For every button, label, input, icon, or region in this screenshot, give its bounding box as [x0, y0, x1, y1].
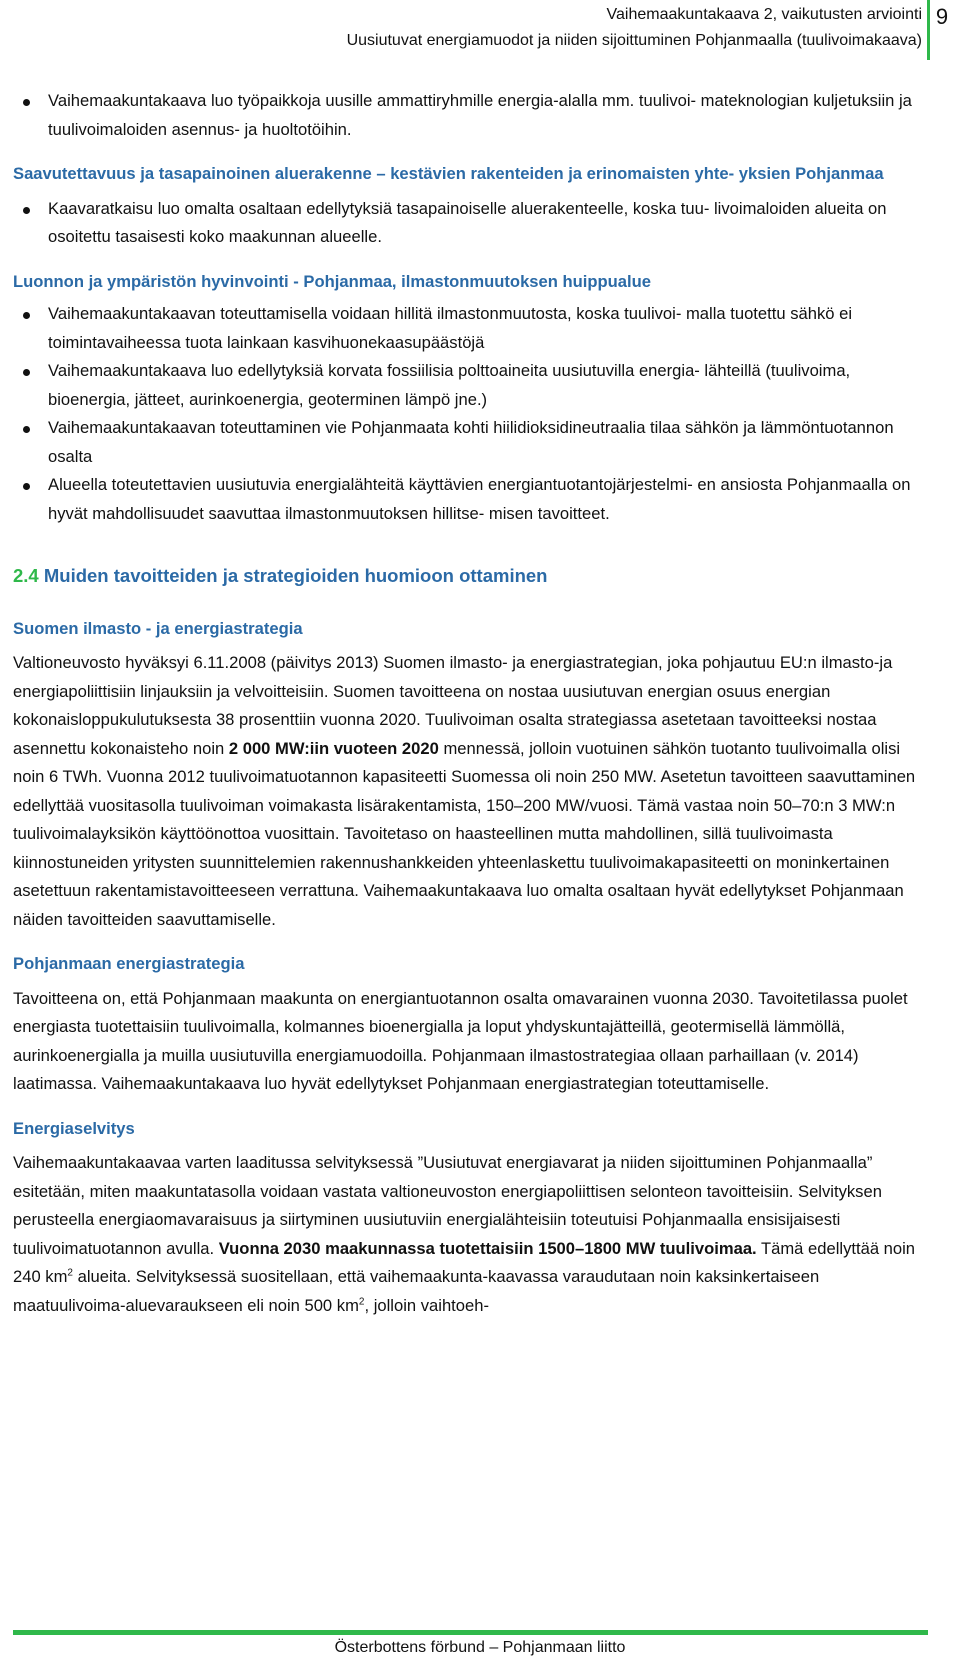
- superscript: 2: [358, 1295, 365, 1307]
- page-header: [0, 2, 922, 54]
- subheading-energy-survey: Energiaselvitys: [13, 1118, 135, 1138]
- list-item: Kaavaratkaisu luo omalta osaltaan edellytyksiä tasapainoiselle aluerakenteelle, koska tuu- livoimaloiden alueita on osoitettu tasaisesti koko maakunnan alueelle.: [13, 195, 921, 252]
- subheading-accessibility: Saavutettavuus ja tasapainoinen aluerakenne – kestävien rakenteiden ja erinomaisten yhte- yksien Pohjanmaa: [13, 164, 884, 183]
- list-item: Vaihemaakuntakaava luo edellytyksiä korvata fossiilisia polttoaineita uusiutuvilla energia- lähteillä (tuulivoima, bioenergia, jätteet, aurinkoenergia, geoterminen lämpö jne.): [13, 357, 921, 414]
- subheading-regional-energy-strategy: Pohjanmaan energiastrategia: [13, 954, 245, 973]
- paragraph-climate-strategy: [13, 649, 921, 934]
- list-item: Alueella toteutettavien uusiutuvia energialähteitä käyttävien energiantuotantojärjestelmi- en ansiosta Pohjanmaalla on hyvät mahdollisuudet saavuttaa ilmastonmuutoksen hillitse- misen tavoitteet.: [13, 471, 921, 528]
- paragraph-energy-survey: [13, 1149, 921, 1320]
- paragraph-text: mennessä, jolloin vuotuinen sähkön tuotanto tuulivoimalla olisi noin 6 TWh. Vuonna 2012 tuulivoimatuotannon kapasiteetti Suomessa oli noin 250 MW. Asetetun tavoitteen saavuttaminen edellyttää vuositasolla tuulivoiman voimakasta lisärakentamista, 150–200 MW/vuosi. Tämä vastaa noin 50–70:n 3 MW:n tuulivoimalayksikön käyttöönottoa vuosittain. Tavoitetaso on haasteellinen mutta mahdollinen, sillä tuulivoimasta kiinnostuneiden yritysten suunnittelemien rakennushankkeiden yhteenlaskettu tuulivoimakapasiteetti on moninkertainen asetettuun rakentamistavoitteeseen verrattuna. Vaihemaakuntakaava luo omalta osaltaan hyvät edellytykset Pohjanmaan näiden tavoitteiden saavuttamiselle.: [13, 738, 916, 929]
- header-document-subtitle: Uusiutuvat energiamuodot ja niiden sijoittuminen Pohjanmaalla (tuulivoimakaava): [346, 32, 922, 49]
- paragraph-bold-text: 2 000 MW:iin vuoteen 2020: [228, 738, 439, 758]
- list-item: Vaihemaakuntakaava luo työpaikkoja uusille ammattiryhmille energia-alalla mm. tuulivoi- mateknologian kuljetuksiin ja tuulivoimaloiden asennus- ja huoltotöihin.: [13, 87, 921, 144]
- superscript: 2: [67, 1267, 73, 1279]
- page-content: [13, 87, 921, 1320]
- paragraph-text: Tämä edellyttää noin 240 km: [13, 1238, 916, 1286]
- paragraph-text: Valtioneuvosto hyväksyi 6.11.2008 (päivitys 2013) Suomen ilmasto- ja energiastrategian, joka pohjautuu EU:n ilmasto-ja energiapoliittisiin linjauksiin ja velvoitteisiin. Suomen tavoitteena on nostaa uusiutuvan energian osuus energian kokonaisloppukulutuksesta 38 prosenttiin vuonna 2020. Tuulivoiman osalta strategiassa asetetaan tavoitteeksi nostaa asennettu kokonaisteho noin: [13, 653, 893, 758]
- subheading-climate-strategy: Suomen ilmasto - ja energiastrategia: [13, 618, 303, 638]
- page-number: 9: [935, 4, 949, 29]
- paragraph-text: , jolloin vaihtoeh-: [364, 1295, 489, 1315]
- page-footer: Österbottens förbund – Pohjanmaan liitto: [334, 1639, 626, 1656]
- environment-bullet-list: [13, 300, 921, 528]
- accessibility-bullet-list: [13, 195, 921, 252]
- section-title-text: Muiden tavoitteiden ja strategioiden huomioon ottaminen: [38, 565, 548, 586]
- paragraph-text: Vaihemaakuntakaavaa varten laaditussa selvityksessä ”Uusiutuvat energiavarat ja niiden sijoittuminen Pohjanmaalla” esitetään, miten maakuntatasolla voidaan vastata valtioneuvoston energiapoliittisen selonteon tavoitteisiin. Selvityksen perusteella energiaomavaraisuus ja siirtyminen uusiutuviin energialähteisiin toteutuisi Pohjanmaalla ensisijaisesti tuulivoimatuotannon avulla.: [13, 1153, 882, 1258]
- intro-bullet-list: [13, 87, 921, 144]
- paragraph-bold-text: Vuonna 2030 maakunnassa tuotettaisiin 1500–1800 MW tuulivoimaa.: [218, 1238, 757, 1258]
- section-title: [13, 562, 921, 591]
- header-document-title: Vaihemaakuntakaava 2, vaikutusten arviointi: [606, 6, 922, 23]
- header-divider: [927, 0, 930, 60]
- subheading-environment: Luonnon ja ympäristön hyvinvointi - Pohjanmaa, ilmastonmuutoksen huippualue: [13, 271, 651, 291]
- list-item: Vaihemaakuntakaavan toteuttamisella voidaan hillitä ilmastonmuutosta, koska tuulivoi- malla tuotettu sähkö ei toimintavaiheessa tuota lainkaan kasvihuonekaasupäästöjä: [13, 300, 921, 357]
- section-number: 2.4: [13, 565, 39, 586]
- list-item: Vaihemaakuntakaavan toteuttaminen vie Pohjanmaata kohti hiilidioksidineutraalia tilaa sähkön ja lämmöntuotannon osalta: [13, 414, 921, 471]
- paragraph-text: alueita. Selvityksessä suositellaan, että vaihemaakunta-kaavassa varaudutaan noin kaksinkertaiseen maatuulivoima-aluevaraukseen eli noin 500 km: [13, 1267, 820, 1315]
- footer-divider: [13, 1630, 928, 1635]
- paragraph-regional-energy-strategy: Tavoitteena on, että Pohjanmaan maakunta on energiantuotannon osalta omavarainen vuonna 2030. Tavoitetilassa puolet energiasta tuotettaisiin tuulivoimalla, kolmannes bioenergialla ja loput yhdyskuntajätteillä, geotermisellä lämmöllä, aurinkoenergialla ja muilla uusiutuvilla energiamuodoilla. Pohjanmaan ilmastostrategiaa ollaan parhaillaan (v. 2014) laatimassa. Vaihemaakuntakaava luo hyvät edellytykset Pohjanmaan energiastrategian toteuttamiselle.: [13, 988, 908, 1093]
